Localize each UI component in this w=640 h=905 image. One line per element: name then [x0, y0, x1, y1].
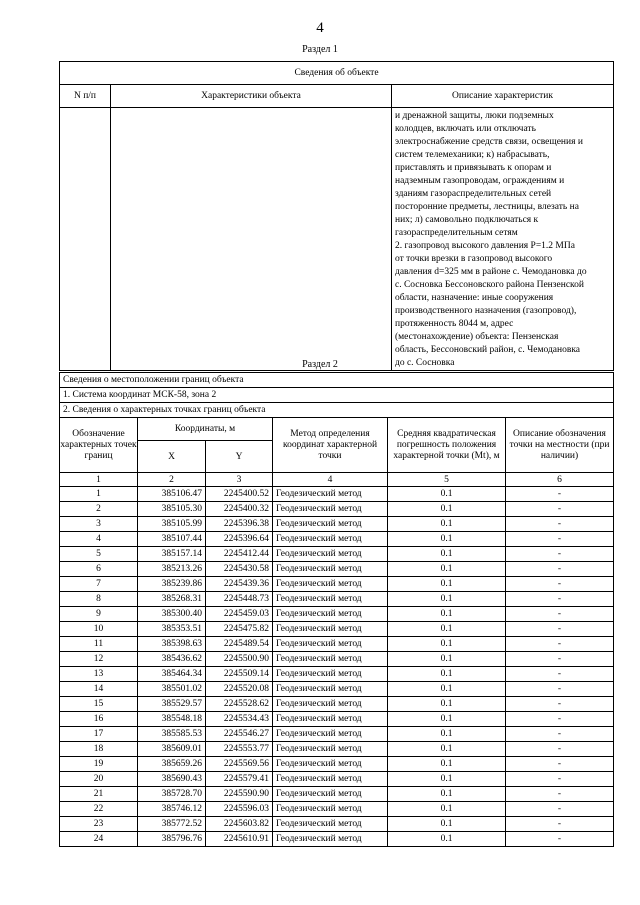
coord-x: 385746.12: [138, 802, 206, 817]
method: Геодезический метод: [273, 817, 388, 832]
coord-x: 385585.53: [138, 727, 206, 742]
description-line: электроснабжение средств связи, освещения и: [395, 137, 583, 147]
point-description: -: [506, 757, 614, 772]
method: Геодезический метод: [273, 787, 388, 802]
header-error: Средняя квадратическая погрешность положения характерной точки (Mt), м: [388, 418, 506, 473]
point-number: 5: [60, 547, 138, 562]
table-row: [60, 607, 614, 622]
section-2-title: Раздел 2: [302, 359, 338, 370]
error: 0.1: [388, 802, 506, 817]
table-row: [60, 502, 614, 517]
error: 0.1: [388, 667, 506, 682]
description-line: производственного назначения (газопровод),: [395, 306, 577, 316]
header-number: N п/п: [60, 85, 111, 108]
description-line: от точки врезки в газопровод высокого: [395, 254, 553, 264]
point-number: 15: [60, 697, 138, 712]
method: Геодезический метод: [273, 562, 388, 577]
description-line: приставлять и привязывать к опорам и: [395, 163, 552, 173]
coord-x: 385548.18: [138, 712, 206, 727]
description-line: (местонахождение) объекта: Пензенская: [395, 332, 559, 342]
coord-y: 2245475.82: [206, 622, 273, 637]
point-description: -: [506, 832, 614, 847]
point-description: -: [506, 667, 614, 682]
description-line: 2. газопровод высокого давления Р=1.2 МПа: [395, 241, 575, 251]
header-point-designation: Обозначение характерных точек границ: [60, 418, 138, 473]
point-description: -: [506, 697, 614, 712]
coord-x: 385464.34: [138, 667, 206, 682]
coord-x: 385398.63: [138, 637, 206, 652]
description-line: колодцев, включать или отключать: [395, 124, 536, 134]
method: Геодезический метод: [273, 832, 388, 847]
description-line: с. Сосновка Бессоновского района Пензенской: [395, 280, 585, 290]
column-index-row: [60, 473, 614, 487]
coord-x: 385728.70: [138, 787, 206, 802]
table-row: [60, 637, 614, 652]
point-description: -: [506, 607, 614, 622]
point-number: 11: [60, 637, 138, 652]
error: 0.1: [388, 772, 506, 787]
description-line: и дренажной защиты, люки подземных: [395, 111, 554, 121]
description-line: посторонние предметы, лестницы, влезать на: [395, 202, 579, 212]
method: Геодезический метод: [273, 547, 388, 562]
point-description: -: [506, 817, 614, 832]
coord-y: 2245579.41: [206, 772, 273, 787]
method: Геодезический метод: [273, 517, 388, 532]
coord-y: 2245430.58: [206, 562, 273, 577]
column-index: 5: [388, 473, 506, 487]
column-index: 1: [60, 473, 138, 487]
point-number: 3: [60, 517, 138, 532]
object-info-table-title: Сведения об объекте: [60, 62, 614, 85]
point-description: -: [506, 562, 614, 577]
coord-x: 385105.99: [138, 517, 206, 532]
header-point-description: Описание обозначения точки на местности (при наличии): [506, 418, 614, 473]
coord-y: 2245590.90: [206, 787, 273, 802]
point-description: -: [506, 787, 614, 802]
method: Геодезический метод: [273, 802, 388, 817]
method: Геодезический метод: [273, 502, 388, 517]
coord-y: 2245603.82: [206, 817, 273, 832]
error: 0.1: [388, 757, 506, 772]
method: Геодезический метод: [273, 667, 388, 682]
error: 0.1: [388, 532, 506, 547]
table-row: [60, 727, 614, 742]
table-row: [60, 577, 614, 592]
point-description: -: [506, 742, 614, 757]
coord-system-row: 1. Система координат МСК-58, зона 2: [60, 388, 614, 403]
table-row: [60, 622, 614, 637]
description-line: зданиям газораспределительных сетей: [395, 189, 552, 199]
point-description: -: [506, 682, 614, 697]
point-description: -: [506, 652, 614, 667]
coord-y: 2245569.56: [206, 757, 273, 772]
table-row: [60, 667, 614, 682]
header-coordinates: Координаты, м: [138, 418, 273, 441]
point-description: -: [506, 802, 614, 817]
header-x: X: [138, 441, 206, 473]
description-line: систем телемеханики; к) набрасывать,: [395, 150, 550, 160]
column-index: 6: [506, 473, 614, 487]
table-row: [60, 712, 614, 727]
error: 0.1: [388, 562, 506, 577]
coord-x: 385436.62: [138, 652, 206, 667]
table-row: [60, 487, 614, 502]
table-row: [60, 817, 614, 832]
point-description: -: [506, 727, 614, 742]
error: 0.1: [388, 697, 506, 712]
description-cell: [392, 108, 614, 371]
coord-x: 385609.01: [138, 742, 206, 757]
coord-y: 2245448.73: [206, 592, 273, 607]
coord-y: 2245546.27: [206, 727, 273, 742]
column-index: 3: [206, 473, 273, 487]
point-number: 17: [60, 727, 138, 742]
error: 0.1: [388, 577, 506, 592]
description-line: газораспределительным сетям: [395, 228, 518, 238]
point-description: -: [506, 487, 614, 502]
description-line: давления d=325 мм в районе с. Чемодановка до: [395, 267, 587, 277]
table-row: [60, 802, 614, 817]
location-heading: Сведения о местоположении границ объекта: [60, 373, 614, 388]
column-index: 2: [138, 473, 206, 487]
coord-y: 2245400.52: [206, 487, 273, 502]
coord-x: 385268.31: [138, 592, 206, 607]
coord-x: 385239.86: [138, 577, 206, 592]
table-row: [60, 547, 614, 562]
table-row: [60, 532, 614, 547]
point-number: 7: [60, 577, 138, 592]
header-description: Описание характеристик: [392, 85, 614, 108]
coord-y: 2245610.91: [206, 832, 273, 847]
coord-x: 385529.57: [138, 697, 206, 712]
coord-y: 2245396.38: [206, 517, 273, 532]
page-number: 4: [316, 20, 324, 36]
error: 0.1: [388, 817, 506, 832]
coord-y: 2245459.03: [206, 607, 273, 622]
section-1-title: Раздел 1: [302, 44, 338, 55]
table-row: [60, 742, 614, 757]
method: Геодезический метод: [273, 487, 388, 502]
table-row: [60, 832, 614, 847]
point-number: 19: [60, 757, 138, 772]
coord-y: 2245534.43: [206, 712, 273, 727]
coord-x: 385772.52: [138, 817, 206, 832]
description-line: них; л) самовольно подключаться к: [395, 215, 539, 225]
coord-y: 2245396.64: [206, 532, 273, 547]
coord-y: 2245553.77: [206, 742, 273, 757]
table-row: [60, 757, 614, 772]
coord-y: 2245489.54: [206, 637, 273, 652]
coord-x: 385213.26: [138, 562, 206, 577]
point-description: -: [506, 772, 614, 787]
point-description: -: [506, 532, 614, 547]
coord-y: 2245439.36: [206, 577, 273, 592]
method: Геодезический метод: [273, 772, 388, 787]
error: 0.1: [388, 742, 506, 757]
header-y: Y: [206, 441, 273, 473]
point-number: 6: [60, 562, 138, 577]
method: Геодезический метод: [273, 622, 388, 637]
point-number: 8: [60, 592, 138, 607]
coord-x: 385690.43: [138, 772, 206, 787]
point-number: 21: [60, 787, 138, 802]
coord-x: 385501.02: [138, 682, 206, 697]
method: Геодезический метод: [273, 697, 388, 712]
error: 0.1: [388, 487, 506, 502]
error: 0.1: [388, 517, 506, 532]
error: 0.1: [388, 607, 506, 622]
point-description: -: [506, 517, 614, 532]
point-number: 22: [60, 802, 138, 817]
method: Геодезический метод: [273, 607, 388, 622]
coord-y: 2245400.32: [206, 502, 273, 517]
point-description: -: [506, 712, 614, 727]
coord-x: 385157.14: [138, 547, 206, 562]
coord-y: 2245596.03: [206, 802, 273, 817]
error: 0.1: [388, 682, 506, 697]
point-number: 18: [60, 742, 138, 757]
table-row: [60, 517, 614, 532]
table-row: [60, 697, 614, 712]
point-description: -: [506, 592, 614, 607]
point-number: 13: [60, 667, 138, 682]
error: 0.1: [388, 712, 506, 727]
error: 0.1: [388, 832, 506, 847]
error: 0.1: [388, 787, 506, 802]
coord-y: 2245528.62: [206, 697, 273, 712]
table-row: [60, 652, 614, 667]
table-row: [60, 682, 614, 697]
point-description: -: [506, 547, 614, 562]
error: 0.1: [388, 727, 506, 742]
table-row: [60, 562, 614, 577]
method: Геодезический метод: [273, 757, 388, 772]
coord-x: 385106.47: [138, 487, 206, 502]
method: Геодезический метод: [273, 682, 388, 697]
coord-x: 385796.76: [138, 832, 206, 847]
error: 0.1: [388, 547, 506, 562]
point-number: 1: [60, 487, 138, 502]
point-number: 4: [60, 532, 138, 547]
point-number: 12: [60, 652, 138, 667]
coord-x: 385107.44: [138, 532, 206, 547]
description-line: протяженность 8044 м, адрес: [395, 319, 514, 329]
method: Геодезический метод: [273, 637, 388, 652]
error: 0.1: [388, 652, 506, 667]
point-number: 9: [60, 607, 138, 622]
cell-number: [60, 108, 111, 371]
object-info-table: [59, 61, 614, 371]
method: Геодезический метод: [273, 592, 388, 607]
table-row: [60, 787, 614, 802]
error: 0.1: [388, 592, 506, 607]
method: Геодезический метод: [273, 727, 388, 742]
points-heading: 2. Сведения о характерных точках границ объекта: [60, 403, 614, 418]
point-number: 20: [60, 772, 138, 787]
method: Геодезический метод: [273, 532, 388, 547]
coord-x: 385105.30: [138, 502, 206, 517]
coord-y: 2245520.08: [206, 682, 273, 697]
error: 0.1: [388, 622, 506, 637]
coord-y: 2245509.14: [206, 667, 273, 682]
cell-characteristics: [111, 108, 392, 371]
error: 0.1: [388, 637, 506, 652]
point-description: -: [506, 577, 614, 592]
boundary-points-table: [59, 372, 614, 847]
point-description: -: [506, 622, 614, 637]
point-number: 2: [60, 502, 138, 517]
table-row: [60, 772, 614, 787]
point-description: -: [506, 502, 614, 517]
method: Геодезический метод: [273, 742, 388, 757]
table-row: [60, 592, 614, 607]
coord-x: 385300.40: [138, 607, 206, 622]
description-line: надземным газопроводам, ограждениям и: [395, 176, 565, 186]
point-number: 16: [60, 712, 138, 727]
description-line: область, Бессоновский район, с. Чемодановка: [395, 345, 581, 355]
header-method: Метод определения координат характерной точки: [273, 418, 388, 473]
point-number: 10: [60, 622, 138, 637]
coord-x: 385659.26: [138, 757, 206, 772]
point-number: 23: [60, 817, 138, 832]
method: Геодезический метод: [273, 652, 388, 667]
point-description: -: [506, 637, 614, 652]
coord-y: 2245500.90: [206, 652, 273, 667]
description-line: области, назначение: иные сооружения: [395, 293, 554, 303]
column-index: 4: [273, 473, 388, 487]
error: 0.1: [388, 502, 506, 517]
coord-y: 2245412.44: [206, 547, 273, 562]
method: Геодезический метод: [273, 712, 388, 727]
method: Геодезический метод: [273, 577, 388, 592]
header-characteristics: Характеристики объекта: [111, 85, 392, 108]
point-number: 14: [60, 682, 138, 697]
point-number: 24: [60, 832, 138, 847]
description-line: до с. Сосновка: [395, 358, 455, 368]
coord-x: 385353.51: [138, 622, 206, 637]
